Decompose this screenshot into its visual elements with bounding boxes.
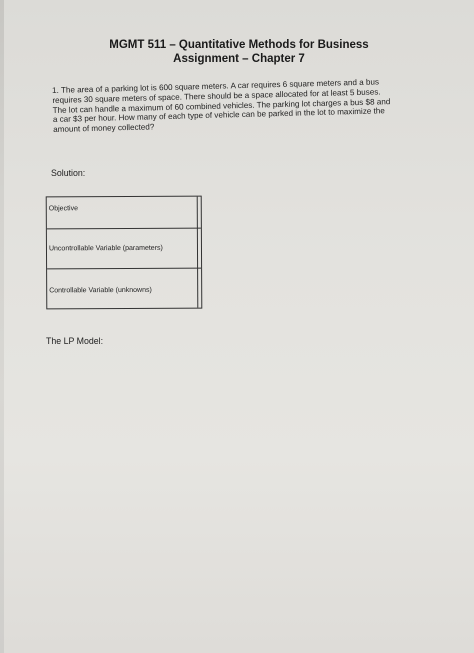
title-line-2: Assignment – Chapter 7: [173, 53, 305, 65]
paper-sheet: [4, 0, 474, 653]
question-text: 1. The area of a parking lot is 600 square meters. A car requires 6 square meters and a bus requires 30 square meters of space. There should be a space allocated for at least 5 buses. The lot can handle a maximum of 60 combined vehicles. The parking lot charges a bus $8 and a car $3 per hour. How many of each type of vehicle can be parked in the lot to maximize the amount of money collected?: [52, 77, 391, 135]
table-row-controllable: [47, 268, 201, 309]
analysis-table: [46, 196, 203, 310]
table-row-uncontrollable: [47, 228, 201, 270]
page-title: [4, 38, 474, 66]
table-row-objective: [47, 197, 201, 230]
lp-model-label: The LP Model:: [46, 336, 104, 346]
table-row-label: Uncontrollable Variable (parameters): [48, 244, 163, 253]
title-line-1: MGMT 511 – Quantitative Methods for Business: [109, 39, 369, 51]
table-row-label: Objective: [48, 205, 78, 213]
solution-label: Solution:: [51, 168, 86, 178]
table-row-label: Controllable Variable (unknowns): [49, 286, 152, 295]
